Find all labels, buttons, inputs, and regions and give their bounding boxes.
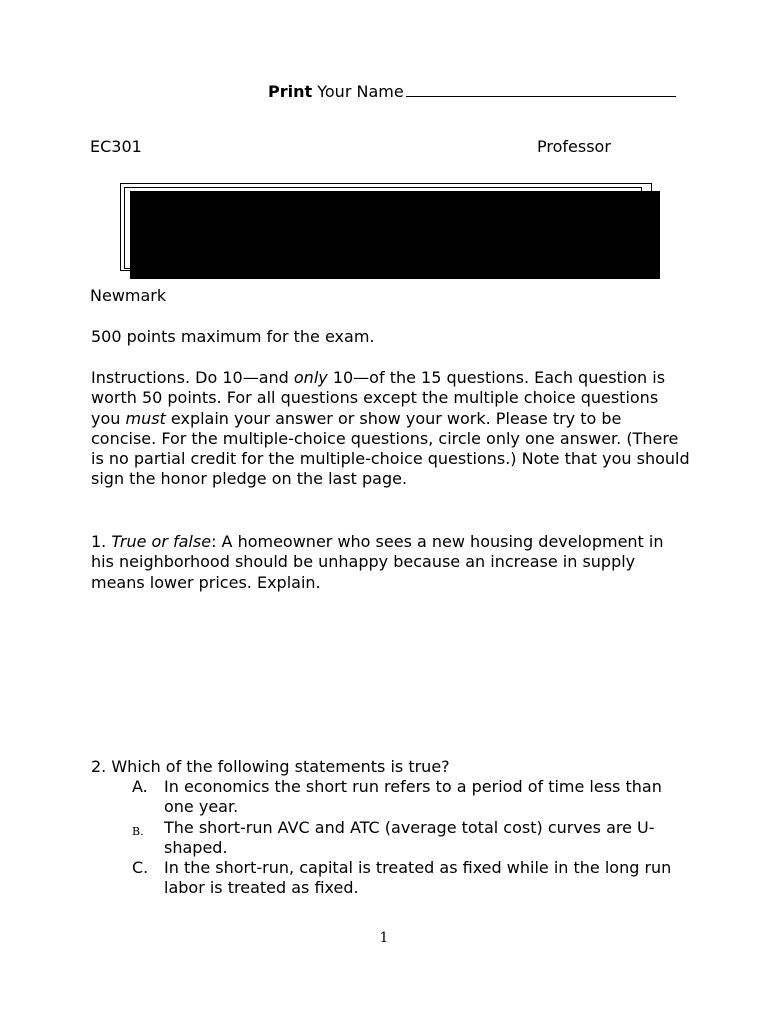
name-blank[interactable] [406, 80, 676, 97]
instructions-part3: explain your answer or show your work. Please try to be concise. For the multiple-choice questions, circle only one answer. (There is no partial credit for the multiple-choice questions.) Note that you should sign the honor pledge on the last page. [91, 408, 690, 489]
course-code: EC301 [90, 137, 142, 156]
professor-label: Professor [537, 137, 611, 156]
question-1-text: : A homeowner who sees a new housing development in his neighborhood should be unhappy because an increase in supply means lower prices. Explain. [91, 532, 664, 592]
option-b-text: The short-run AVC and ATC (average total cost) curves are U-shaped. [164, 817, 655, 857]
professor-name: Newmark [90, 286, 167, 305]
option-a-text: In economics the short run refers to a period of time less than one year. [164, 777, 662, 817]
your-name-label: Your Name [317, 82, 404, 101]
instructions-emphasis-only: only [293, 368, 328, 387]
redacted-block [130, 191, 660, 279]
option-c-letter: C. [132, 858, 149, 878]
option-b[interactable] [132, 818, 692, 859]
option-a[interactable] [132, 777, 692, 818]
name-field-line [268, 80, 676, 101]
instructions-part1: Instructions. Do 10—and [91, 368, 294, 387]
question-1-emphasis: True or false [111, 532, 212, 551]
question-2-text: Which of the following statements is true? [111, 757, 450, 776]
question-2 [91, 757, 691, 777]
instructions-part2: 10—of the 15 questions. Each question is worth 50 points. For all questions except the multiple choice questions you [91, 368, 666, 428]
option-c-text: In the short-run, capital is treated as fixed while in the long run labor is treated as fixed. [164, 858, 672, 898]
question-2-number: 2. [91, 757, 112, 776]
question-1-number: 1. [91, 532, 112, 551]
question-1 [91, 532, 691, 593]
print-label: Print [268, 82, 313, 101]
points-maximum: 500 points maximum for the exam. [91, 327, 375, 346]
instructions [91, 368, 691, 490]
option-c[interactable] [132, 858, 692, 899]
option-a-letter: A. [132, 777, 148, 796]
instructions-emphasis-must: must [125, 408, 166, 428]
option-b-letter: B. [132, 824, 144, 838]
page-number: 1 [379, 930, 389, 946]
question-2-options [132, 777, 692, 899]
